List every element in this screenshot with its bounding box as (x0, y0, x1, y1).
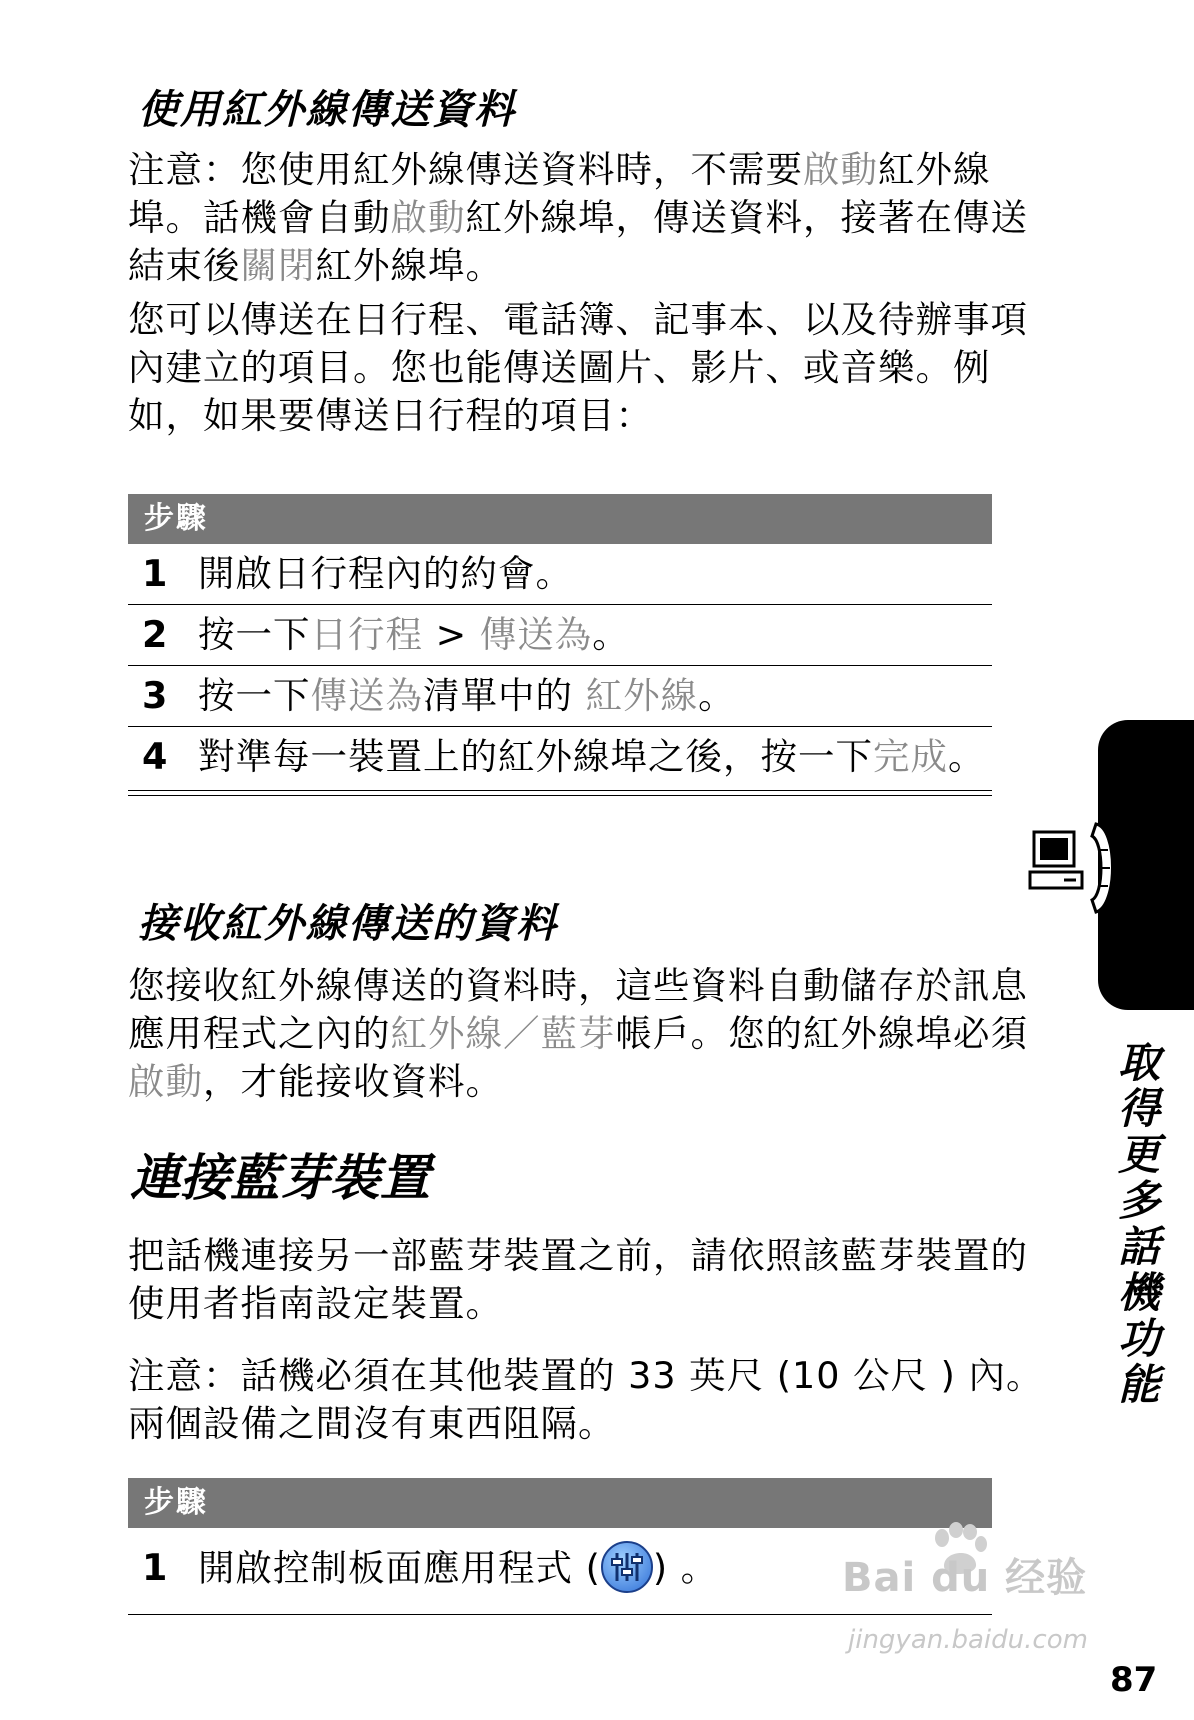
menu-send-as: 傳送為 (310, 674, 423, 717)
note-send-ir: 注意：您使用紅外線傳送資料時，不需要啟動紅外線埠。話機會自動啟動紅外線埠，傳送資料，接著在傳送結束後關閉紅外線埠。 (128, 148, 1028, 287)
steps-header: 步驟 (128, 494, 992, 544)
step-number: 1 (142, 1546, 168, 1589)
steps-table-send (128, 494, 992, 796)
steps-header: 步驟 (128, 1478, 992, 1528)
step-number: 4 (142, 735, 168, 778)
term-close: 關閉 (240, 244, 316, 287)
section-title-receive-ir: 接收紅外線傳送的資料 (138, 901, 558, 947)
step-number: 2 (142, 613, 168, 656)
step-number: 3 (142, 674, 168, 717)
term-activate: 啟動 (128, 1060, 203, 1103)
table-end-rule (128, 795, 992, 796)
bluetooth-paragraph: 把話機連接另一部藍芽裝置之前，請依照該藍芽裝置的使用者指南設定裝置。 (128, 1234, 1028, 1325)
menu-send-as: 傳送為 (479, 613, 593, 656)
step-text: 開啟日行程內的約會。 (198, 552, 573, 595)
step-text: 開啟控制板面應用程式 ( ) 。 (198, 1544, 992, 1596)
term-ir-bt-account: 紅外線／藍芽 (390, 1012, 616, 1055)
step-text: 按一下傳送為清單中的 紅外線。 (198, 674, 736, 717)
note-label: 注意： (128, 148, 241, 191)
note-bluetooth: 注意：話機必須在其他裝置的 33 英尺 (10 公尺 ) 內。兩個設備之間沒有東西阻隔。 (128, 1354, 1044, 1445)
step-row (128, 727, 992, 787)
menu-calendar: 日行程 (310, 613, 423, 656)
page-number: 87 (1110, 1660, 1158, 1700)
menu-done: 完成 (873, 735, 948, 778)
step-row (128, 544, 992, 605)
term-activate: 啟動 (803, 148, 878, 191)
step-row (128, 666, 992, 727)
section-title-send-ir: 使用紅外線傳送資料 (138, 87, 516, 133)
section-title-bluetooth: 連接藍芽裝置 (130, 1149, 430, 1207)
step-number: 1 (142, 552, 168, 595)
receive-ir-paragraph: 您接收紅外線傳送的資料時，這些資料自動儲存於訊息應用程式之內的紅外線／藍芽帳戶。您的紅外線埠必須啟動，才能接收資料。 (128, 964, 1028, 1103)
step-text: 按一下日行程 > 傳送為。 (198, 613, 630, 656)
computer-phone-icon (1026, 820, 1122, 920)
note-label: 注意： (128, 1354, 241, 1397)
menu-infrared: 紅外線 (585, 674, 699, 717)
intro-paragraph: 您可以傳送在日行程、電話簿、記事本、以及待辦事項內建立的項目。您也能傳送圖片、影片、或音樂。例如，如果要傳送日行程的項目： (128, 298, 1028, 437)
watermark-brand: Bai du 经验 (842, 1555, 1088, 1601)
step-text: 對準每一裝置上的紅外線埠之後，按一下完成。 (198, 735, 986, 778)
chapter-label: 取得更多話機功能 (1112, 1040, 1161, 1408)
step-row (128, 605, 992, 666)
term-activate: 啟動 (390, 196, 466, 239)
watermark-url: jingyan.baidu.com (848, 1625, 1088, 1655)
control-panel-icon (601, 1541, 653, 1593)
